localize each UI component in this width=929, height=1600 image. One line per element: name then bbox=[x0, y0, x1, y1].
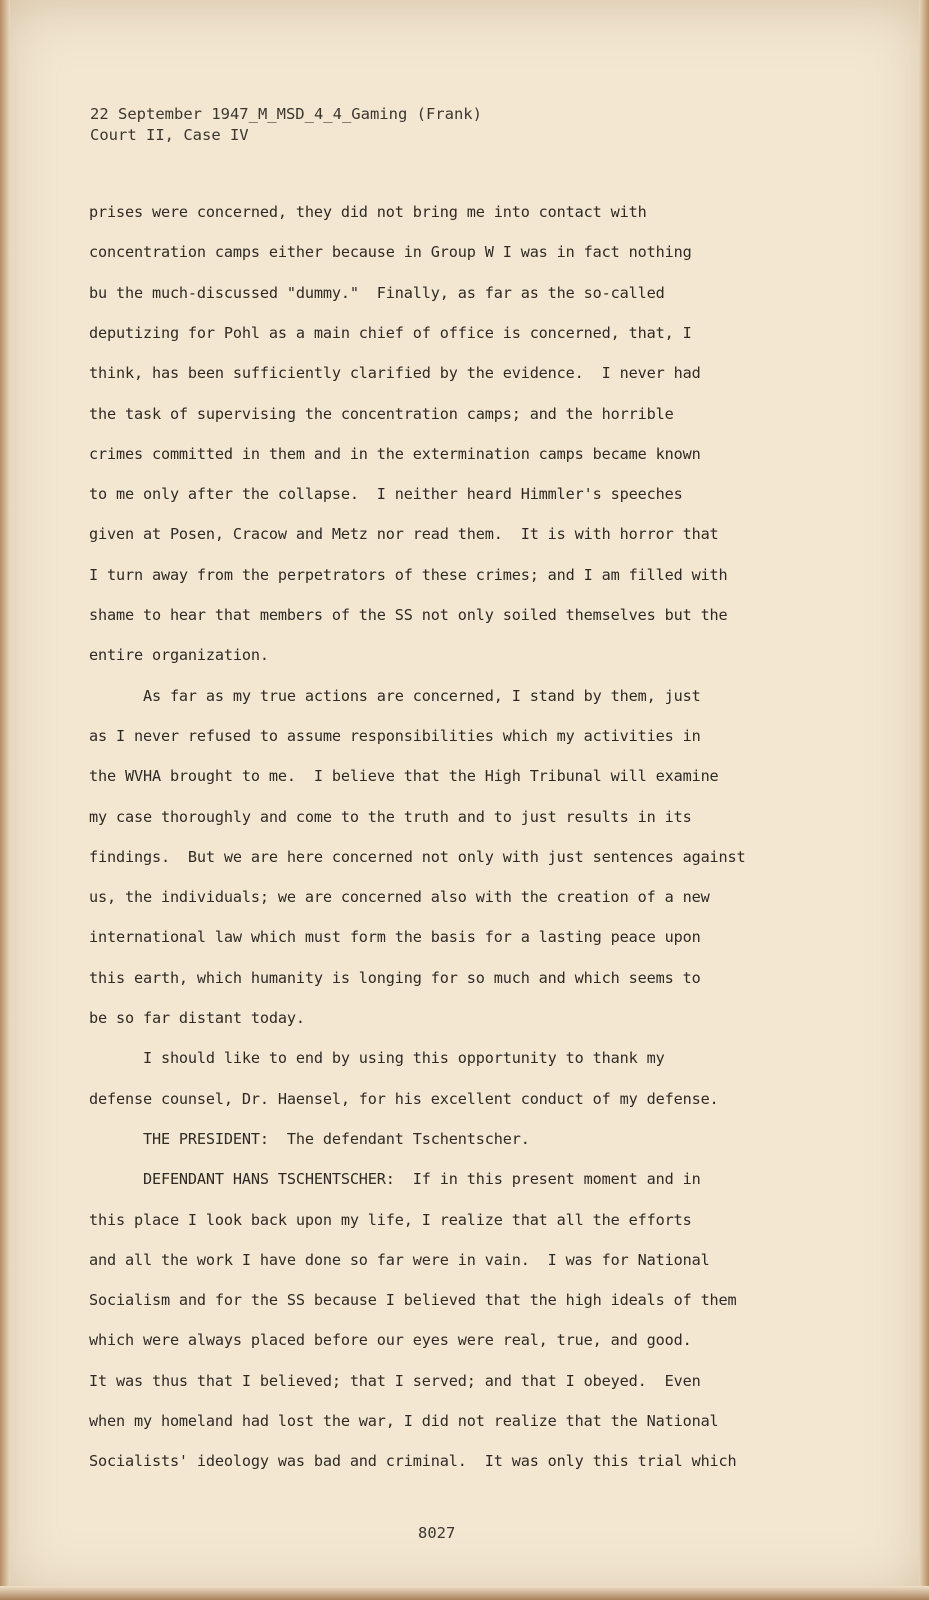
transcript-line: concentration camps either because in Group W I was in fact nothing bbox=[89, 243, 692, 262]
header-date-reference: 22 September 1947_M_MSD_4_4_Gaming (Frank) bbox=[90, 105, 482, 123]
transcript-line: Socialism and for the SS because I believed that the high ideals of them bbox=[89, 1291, 737, 1310]
transcript-line: I should like to end by using this opportunity to thank my bbox=[89, 1049, 665, 1068]
transcript-line: when my homeland had lost the war, I did not realize that the National bbox=[89, 1412, 719, 1430]
transcript-line: which were always placed before our eyes were real, true, and good. bbox=[89, 1331, 692, 1350]
transcript-line: us, the individuals; we are concerned also with the creation of a new bbox=[89, 888, 710, 907]
transcript-line: international law which must form the basis for a lasting peace upon bbox=[89, 928, 701, 947]
transcript-line: entire organization. bbox=[89, 646, 269, 665]
transcript-line: It was thus that I believed; that I served; and that I obeyed. Even bbox=[89, 1371, 701, 1390]
transcript-line: defense counsel, Dr. Haensel, for his excellent conduct of my defense. bbox=[89, 1089, 719, 1108]
transcript-line: the WVHA brought to me. I believe that the High Tribunal will examine bbox=[89, 767, 719, 786]
transcript-line: to me only after the collapse. I neither heard Himmler's speeches bbox=[89, 485, 683, 504]
page-number: 8027 bbox=[418, 1524, 456, 1542]
header-court-case: Court II, Case IV bbox=[90, 126, 249, 144]
transcript-line: I turn away from the perpetrators of these crimes; and I am filled with bbox=[89, 565, 728, 584]
transcript-line: this earth, which humanity is longing for so much and which seems to bbox=[89, 968, 701, 987]
transcript-line: DEFENDANT HANS TSCHENTSCHER: If in this present moment and in bbox=[89, 1170, 701, 1189]
transcript-line: be so far distant today. bbox=[89, 1009, 305, 1027]
transcript-line: as I never refused to assume responsibilities which my activities in bbox=[89, 726, 701, 745]
transcript-line: Socialists' ideology was bad and criminal. It was only this trial which bbox=[89, 1452, 737, 1471]
transcript-line: the task of supervising the concentration camps; and the horrible bbox=[89, 404, 674, 423]
transcript-line: THE PRESIDENT: The defendant Tschentscher. bbox=[89, 1129, 530, 1148]
transcript-line: deputizing for Pohl as a main chief of office is concerned, that, I bbox=[89, 323, 692, 342]
transcript-line: my case thoroughly and come to the truth and to just results in its bbox=[89, 807, 692, 826]
transcript-line: given at Posen, Cracow and Metz nor read them. It is with horror that bbox=[89, 525, 719, 544]
transcript-line: prises were concerned, they did not bring me into contact with bbox=[89, 203, 647, 221]
transcript-line: crimes committed in them and in the extermination camps became known bbox=[89, 444, 701, 463]
transcript-line: bu the much-discussed "dummy." Finally, as far as the so-called bbox=[89, 283, 665, 302]
transcript-line: and all the work I have done so far were in vain. I was for National bbox=[89, 1250, 710, 1269]
transcript-line: findings. But we are here concerned not only with just sentences against bbox=[89, 847, 746, 866]
transcript-line: this place I look back upon my life, I realize that all the efforts bbox=[89, 1210, 692, 1229]
transcript-line: shame to hear that members of the SS not only soiled themselves but the bbox=[89, 606, 728, 624]
transcript-line: As far as my true actions are concerned, I stand by them, just bbox=[89, 686, 701, 705]
transcript-line: think, has been sufficiently clarified by the evidence. I never had bbox=[89, 364, 701, 383]
